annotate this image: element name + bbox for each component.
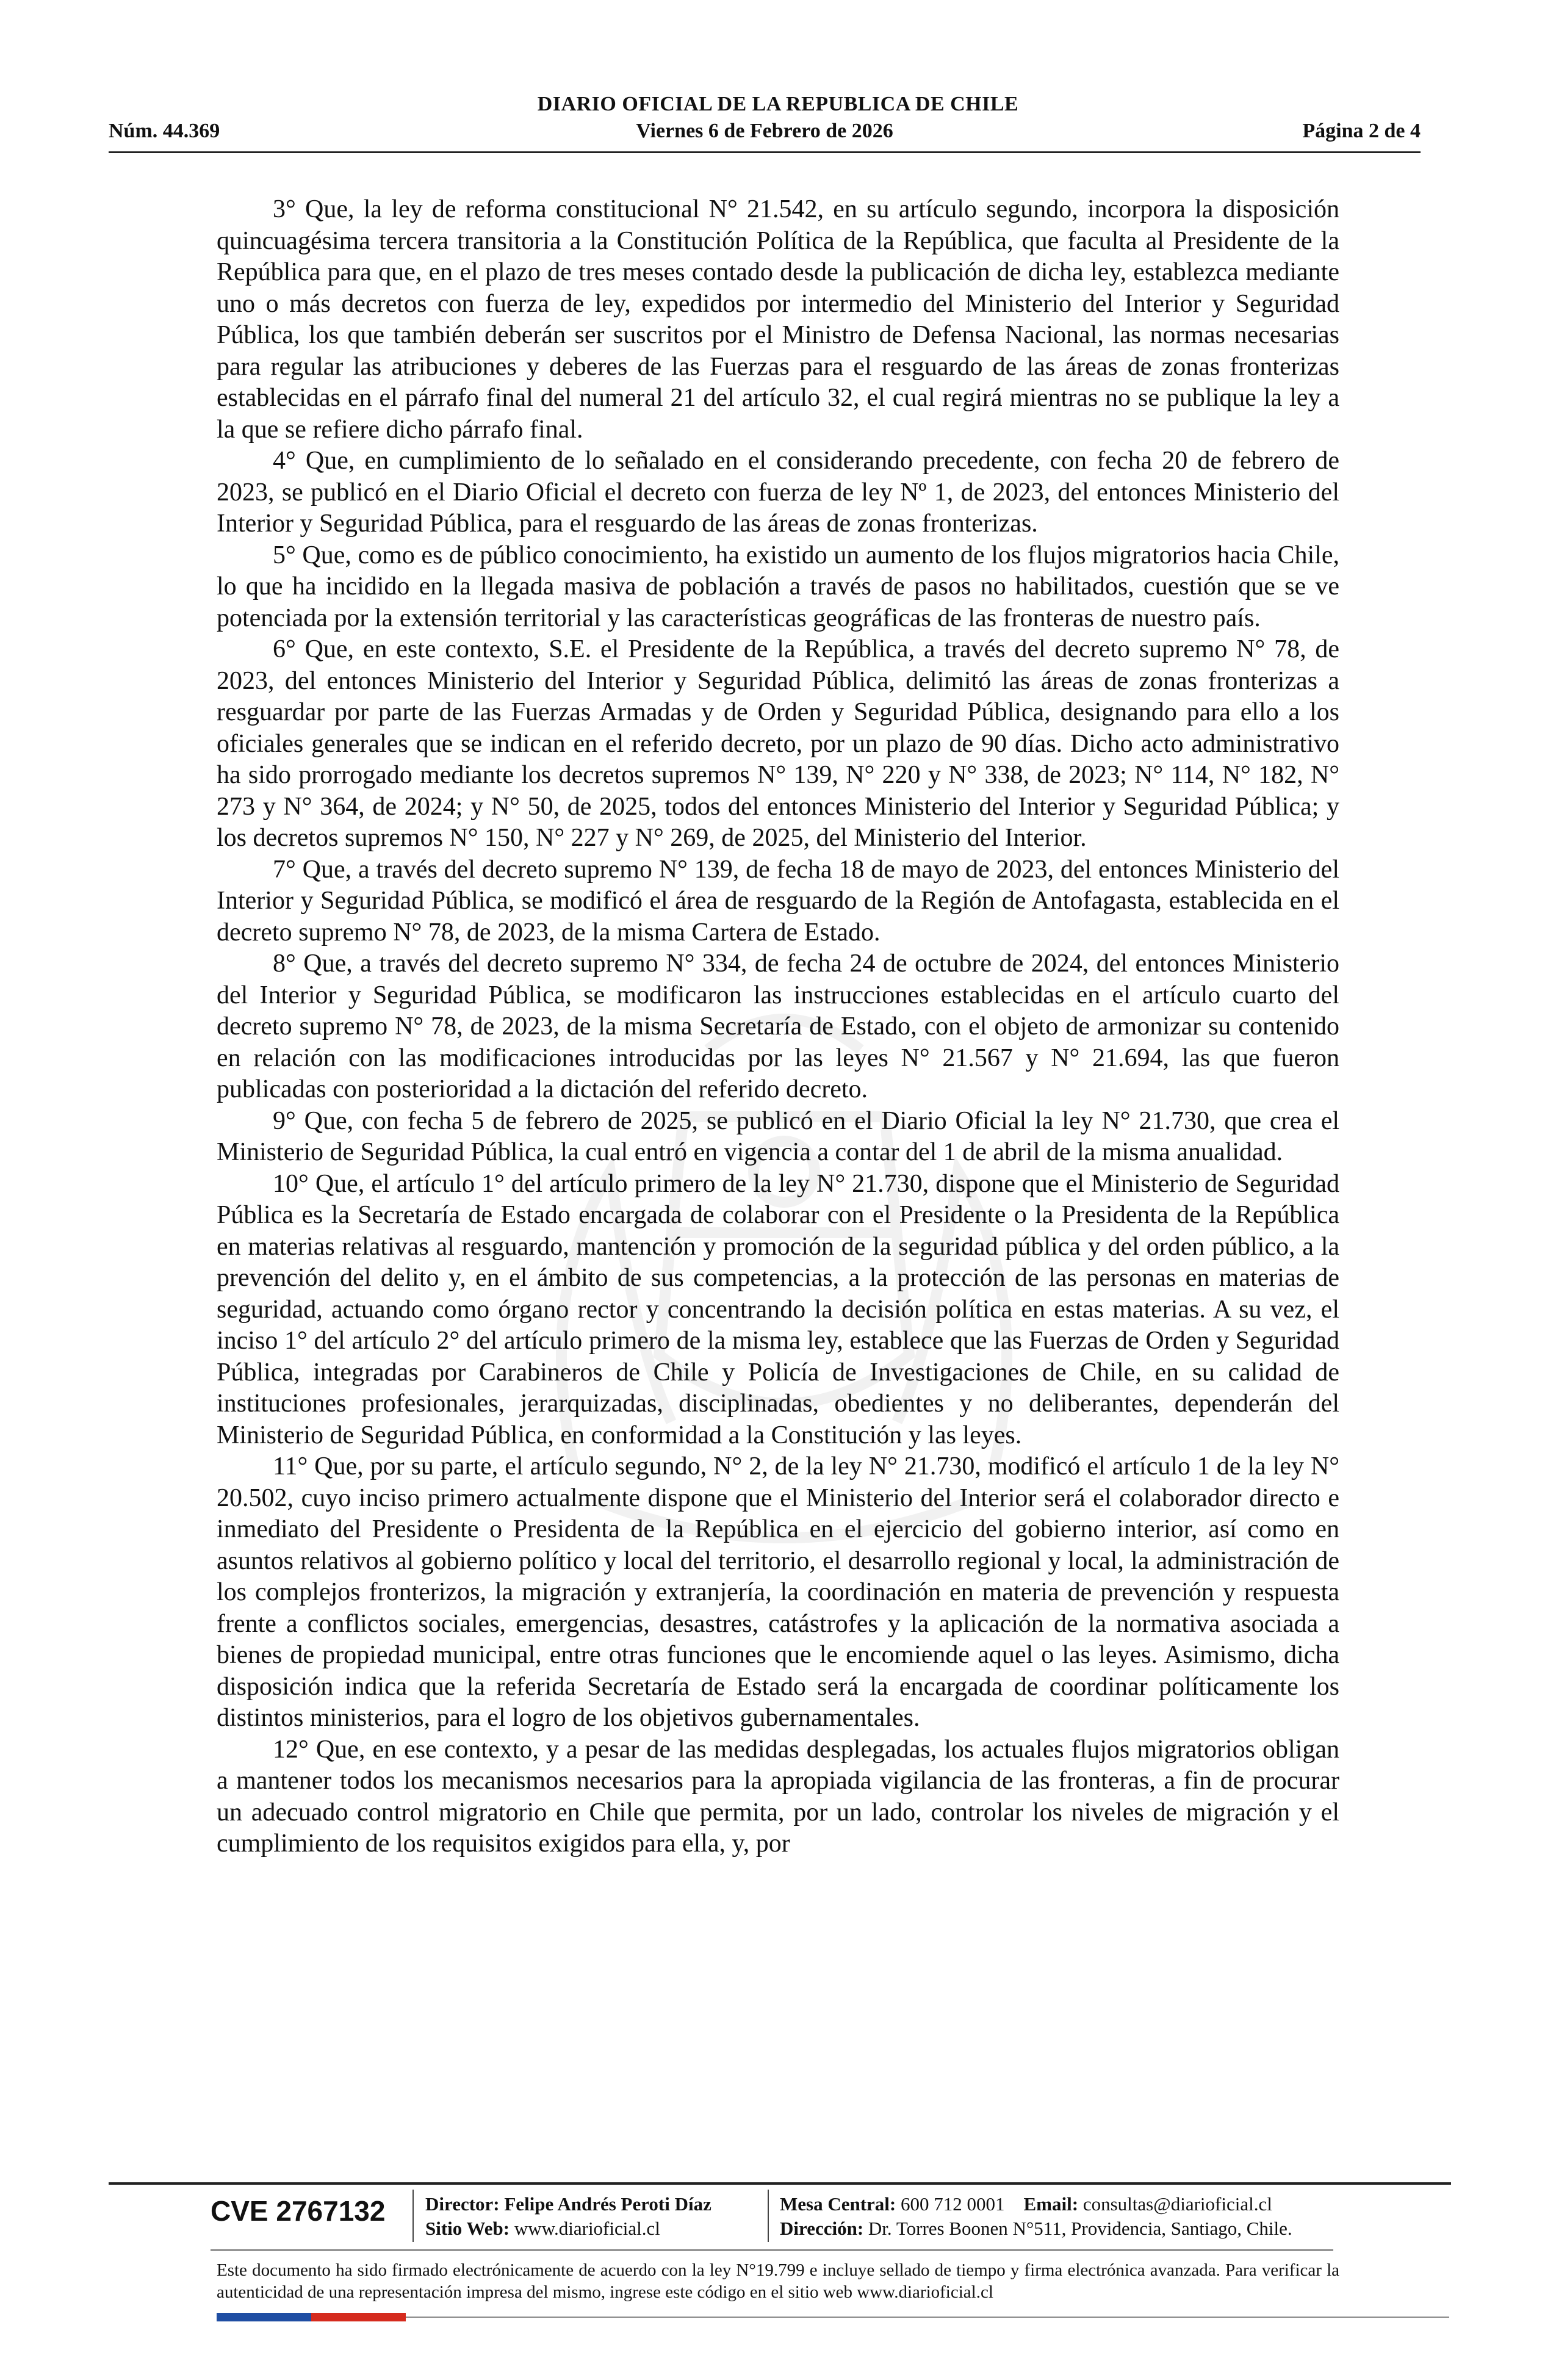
paragraph: 7° Que, a través del decreto supremo N° 139, de fecha 18 de mayo de 2023, del entonces Ministerio del Interior y Seguridad Pública, se modificó el área de resguardo de la Región de Antofagasta, establecida en el decreto supremo N° 78, de 2023, de la misma Cartera de Estado. (217, 855, 1339, 947)
cve-code: CVE 2767132 (211, 2195, 386, 2227)
mesa-label: Mesa Central: (780, 2193, 896, 2215)
flag-blue-segment (217, 2313, 311, 2321)
footer-contact-block (780, 2192, 1292, 2241)
issue-date: Viernes 6 de Febrero de 2026 (636, 120, 893, 142)
document-body (217, 194, 1339, 1860)
footer-divider-top (109, 2182, 1451, 2185)
email-link[interactable]: consultas@diarioficial.cl (1082, 2193, 1272, 2215)
paragraph: 11° Que, por su parte, el artículo segundo, N° 2, de la ley N° 21.730, modificó el artículo 1 de la ley N° 20.502, cuyo inciso primero actualmente dispone que el Ministerio del Interior será el colaborador directo e inmediato del Presidente o Presidenta de la República en el ejercicio del gobierno interior, así como en asuntos relativos al gobierno político y local del territorio, el desarrollo regional y local, la administración de los complejos fronterizos, la migración y extranjería, la coordinación en materia de prevención y respuesta frente a conflictos sociales, emergencias, desastres, catástrofes y la aplicación de la normativa asociada a bienes de propiedad municipal, entre otras funciones que le encomiende aquel o las leyes. Asimismo, dicha disposición indica que la referida Secretaría de Estado será la encargada de coordinar políticamente los distintos ministerios, para el logro de los objetivos gubernamentales. (217, 1452, 1339, 1732)
paragraph: 3° Que, la ley de reforma constitucional N° 21.542, en su artículo segundo, incorpora la disposición quincuagésima tercera transitoria a la Constitución Política de la República, que faculta al Presidente de la República para que, en el plazo de tres meses contado desde la publicación de dicha ley, establezca mediante uno o más decretos con fuerza de ley, expedidos por intermedio del Ministerio del Interior y Seguridad Pública, los que también deberán ser suscritos por el Ministro de Defensa Nacional, las normas necesarias para regular las atribuciones y deberes de las Fuerzas para el resguardo de las áreas de zonas fronterizas establecidas en el párrafo final del numeral 21 del artículo 32, el cual regirá mientras no se publique la ley a la que se refiere dicho párrafo final. (217, 195, 1339, 444)
paragraph: 8° Que, a través del decreto supremo N° 334, de fecha 24 de octubre de 2024, del entonces Ministerio del Interior y Seguridad Pública, se modificaron las instrucciones establecidas en el artículo cuarto del decreto supremo N° 78, de 2023, de la misma Secretaría de Estado, con el objeto de armonizar su contenido en relación con las modificaciones introducidas por las leyes N° 21.567 y N° 21.694, las que fueron publicadas con posterioridad a la dictación del referido decreto. (217, 950, 1339, 1103)
address-label: Dirección: (780, 2218, 864, 2239)
website-label: Sitio Web: (425, 2218, 510, 2239)
paragraph: 10° Que, el artículo 1° del artículo primero de la ley N° 21.730, dispone que el Ministerio de Seguridad Pública es la Secretaría de Estado encargada de colaborar con el Presidente o la Presidenta de la República en materias relativas al resguardo, mantención y promoción de la seguridad pública y del orden público, a la prevención del delito y, en el ámbito de sus competencias, a la protección de las personas en materias de seguridad, actuando como órgano rector y concentrando la decisión política en estas materias. A su vez, el inciso 1° del artículo 2° del artículo primero de la misma ley, establece que las Fuerzas de Orden y Seguridad Pública, integradas por Carabineros de Chile y Policía de Investigaciones de Chile, en su calidad de instituciones profesionales, jerarquizadas, disciplinadas, obedientes y no deliberantes, dependerán del Ministerio de Seguridad Pública, en conformidad a la Constitución y las leyes. (217, 1169, 1339, 1449)
footer-separator (412, 2190, 414, 2242)
paragraph: 5° Que, como es de público conocimiento, ha existido un aumento de los flujos migratorios hacia Chile, lo que ha incidido en la llegada masiva de población a través de pasos no habilitados, cuestión que se ve potenciada por la extensión territorial y las características geográficas de las fronteras de nuestro país. (217, 541, 1339, 632)
address-value: Dr. Torres Boonen N°511, Providencia, Santiago, Chile. (868, 2218, 1292, 2239)
issue-number: Núm. 44.369 (109, 120, 220, 142)
page-indicator: Página 2 de 4 (1302, 120, 1421, 142)
paragraph: 6° Que, en este contexto, S.E. el Presidente de la República, a través del decreto supremo N° 78, de 2023, del entonces Ministerio del Interior y Seguridad Pública, delimitó las áreas de zonas fronterizas a resguardar por parte de las Fuerzas Armadas y de Orden y Seguridad Pública, designando para ello a los oficiales generales que se indican en el referido decreto, por un plazo de 90 días. Dicho acto administrativo ha sido prorrogado mediante los decretos supremos N° 139, N° 220 y N° 338, de 2023; N° 114, N° 182, N° 273 y N° 364, de 2024; y N° 50, de 2025, todos del entonces Ministerio del Interior y Seguridad Pública; y los decretos supremos N° 150, N° 227 y N° 269, de 2025, del Ministerio del Interior. (217, 635, 1339, 852)
legal-notice: Este documento ha sido firmado electrónicamente de acuerdo con la ley N°19.799 e incluye sellado de tiempo y firma electrónica avanzada. Para verificar la autenticidad de una representación impresa del mismo, ingrese este código en el sitio web www.diarioficial.cl (217, 2260, 1339, 2302)
mesa-phone: 600 712 0001 (901, 2193, 1005, 2215)
footer-divider-mid (211, 2249, 1333, 2251)
footer-separator (768, 2190, 769, 2242)
header-divider (109, 151, 1421, 153)
website-link[interactable]: www.diarioficial.cl (514, 2218, 660, 2239)
director-label: Director: (425, 2193, 500, 2215)
newspaper-title: DIARIO OFICIAL DE LA REPUBLICA DE CHILE (537, 93, 1019, 115)
director-name: Felipe Andrés Peroti Díaz (504, 2193, 711, 2215)
header-row (109, 120, 1421, 146)
email-label: Email: (1023, 2193, 1079, 2215)
paragraph: 9° Que, con fecha 5 de febrero de 2025, se publicó en el Diario Oficial la ley N° 21.730, que crea el Ministerio de Seguridad Pública, la cual entró en vigencia a contar del 1 de abril de la misma anualidad. (217, 1106, 1339, 1166)
flag-red-segment (311, 2313, 406, 2321)
chile-flag-stripe (217, 2313, 406, 2321)
paragraph: 12° Que, en ese contexto, y a pesar de las medidas desplegadas, los actuales flujos migratorios obligan a mantener todos los mecanismos necesarios para la apropiada vigilancia de las fronteras, a fin de procurar un adecuado control migratorio en Chile que permita, por un lado, controlar los niveles de migración y el cumplimiento de los requisitos exigidos para ella, y, por (217, 1735, 1339, 1858)
footer-director-block (425, 2192, 711, 2241)
paragraph: 4° Que, en cumplimiento de lo señalado en el considerando precedente, con fecha 20 de febrero de 2023, se publicó en el Diario Oficial el decreto con fuerza de ley Nº 1, de 2023, del entonces Ministerio del Interior y Seguridad Pública, para el resguardo de las áreas de zonas fronterizas. (217, 447, 1339, 538)
